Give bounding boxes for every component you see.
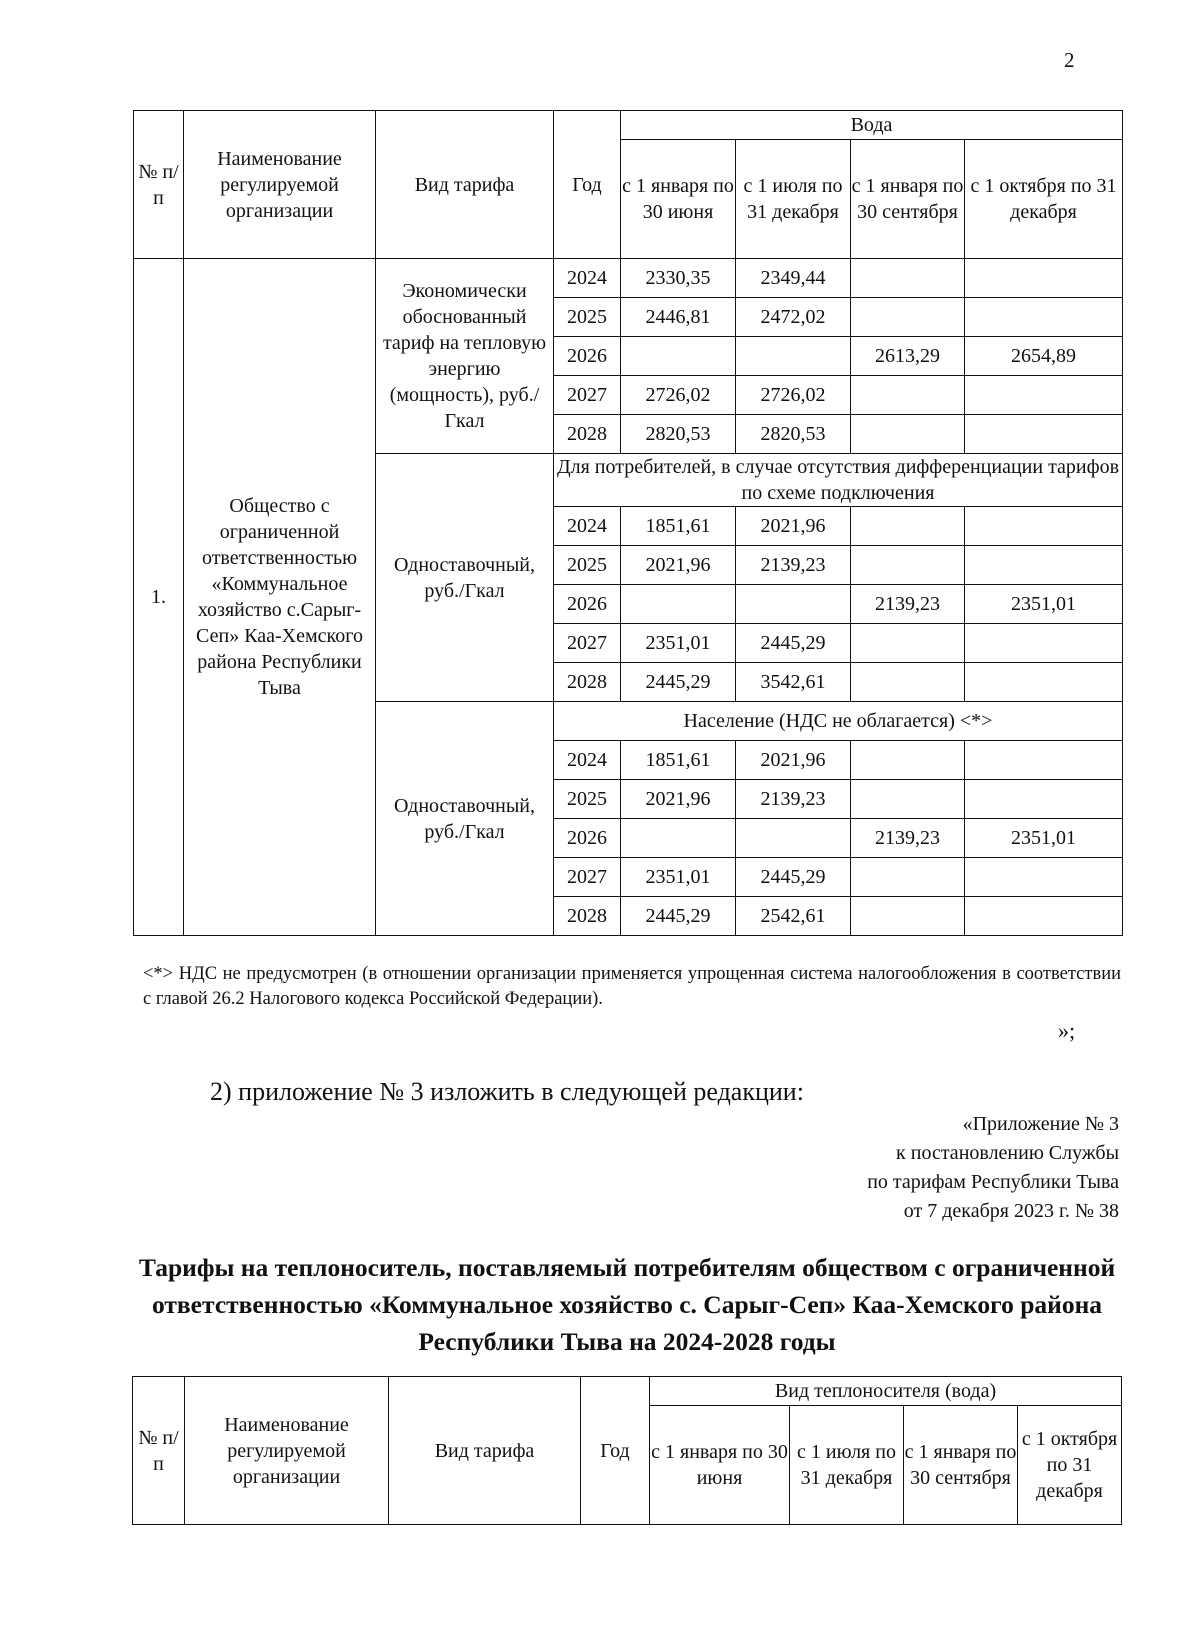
- year-cell: 2024: [554, 741, 621, 780]
- value-cell: 2472,02: [736, 298, 851, 337]
- value-cell: [851, 298, 965, 337]
- value-cell: 2445,29: [621, 897, 736, 936]
- value-cell: 2820,53: [736, 415, 851, 454]
- appendix-line-1: «Приложение № 3: [962, 1113, 1119, 1135]
- header-tariff-type: Вид тарифа: [376, 111, 554, 259]
- value-cell: [965, 298, 1123, 337]
- value-cell: [965, 741, 1123, 780]
- value-cell: [736, 819, 851, 858]
- year-cell: 2025: [554, 780, 621, 819]
- year-cell: 2027: [554, 858, 621, 897]
- value-cell: 2139,23: [851, 819, 965, 858]
- document-title: Тарифы на теплоноситель, поставляемый потребителям обществом с ограниченной ответственностью «Коммунальное хозяйство с. Сарыг-Сеп» Каа-Хемского района Республики Тыва на 2024-2028 годы: [138, 1253, 1116, 1356]
- appendix-line-2: к постановлению Службы: [896, 1142, 1119, 1164]
- section-consumers: Для потребителей, в случае отсутствия дифференциации тарифов по схеме подключения: [554, 454, 1123, 507]
- year-cell: 2025: [554, 298, 621, 337]
- appendix-line-4: от 7 декабря 2023 г. № 38: [903, 1200, 1119, 1222]
- value-cell: 2446,81: [621, 298, 736, 337]
- value-cell: [851, 780, 965, 819]
- value-cell: [965, 259, 1123, 298]
- tariff-table-heat-carrier: [132, 1376, 1122, 1525]
- value-cell: [965, 624, 1123, 663]
- value-cell: [965, 415, 1123, 454]
- value-cell: [851, 259, 965, 298]
- header-period-1: с 1 января по 30 июня: [650, 1406, 790, 1525]
- value-cell: [965, 897, 1123, 936]
- value-cell: 2139,23: [736, 780, 851, 819]
- header-group: Вода: [621, 111, 1123, 140]
- value-cell: [965, 858, 1123, 897]
- year-cell: 2025: [554, 546, 621, 585]
- header-year: Год: [554, 111, 621, 259]
- header-tariff-type: Вид тарифа: [389, 1377, 581, 1525]
- header-period-3: с 1 января по 30 сентября: [904, 1406, 1018, 1525]
- value-cell: 2021,96: [736, 507, 851, 546]
- header-period-4: с 1 октября по 31 декабря: [1018, 1406, 1122, 1525]
- header-year: Год: [581, 1377, 650, 1525]
- value-cell: [851, 415, 965, 454]
- value-cell: 2613,29: [851, 337, 965, 376]
- header-period-4: с 1 октября по 31 декабря: [965, 140, 1123, 259]
- header-period-1: с 1 января по 30 июня: [621, 140, 736, 259]
- footnote: <*> НДС не предусмотрен (в отношении организации применяется упрощенная система налогообложения в соответствии с главой 26.2 Налогового кодекса Российской Федерации).: [143, 964, 1121, 1009]
- appendix-reference: [867, 1110, 1119, 1226]
- value-cell: 2351,01: [621, 858, 736, 897]
- appendix-line-3: по тарифам Республики Тыва: [867, 1171, 1119, 1193]
- value-cell: 2351,01: [965, 819, 1123, 858]
- value-cell: 2726,02: [736, 376, 851, 415]
- value-cell: 2445,29: [736, 624, 851, 663]
- section-population: Население (НДС не облагается) <*>: [554, 702, 1123, 741]
- value-cell: [851, 376, 965, 415]
- organization-name: Общество с ограниченной ответственностью «Коммунальное хозяйство с.Сарыг-Сеп» Каа-Хемского района Республики Тыва: [184, 259, 376, 936]
- header-num: № п/п: [134, 111, 184, 259]
- value-cell: 2351,01: [965, 585, 1123, 624]
- value-cell: [621, 585, 736, 624]
- value-cell: 2021,96: [621, 546, 736, 585]
- value-cell: 2726,02: [621, 376, 736, 415]
- value-cell: 1851,61: [621, 741, 736, 780]
- tariff-table-water: [133, 110, 1123, 936]
- value-cell: 2139,23: [736, 546, 851, 585]
- value-cell: [851, 741, 965, 780]
- year-cell: 2028: [554, 415, 621, 454]
- value-cell: [965, 780, 1123, 819]
- page-number: 2: [1064, 48, 1075, 72]
- value-cell: [851, 546, 965, 585]
- year-cell: 2027: [554, 376, 621, 415]
- value-cell: [965, 546, 1123, 585]
- value-cell: 2445,29: [736, 858, 851, 897]
- value-cell: [621, 337, 736, 376]
- value-cell: 2351,01: [621, 624, 736, 663]
- tariff-type-single-rate-population: Одноставочный, руб./Гкал: [376, 702, 554, 936]
- closing-quote: »;: [1058, 1018, 1076, 1043]
- value-cell: 3542,61: [736, 663, 851, 702]
- year-cell: 2024: [554, 259, 621, 298]
- value-cell: [965, 507, 1123, 546]
- year-cell: 2026: [554, 585, 621, 624]
- value-cell: [965, 376, 1123, 415]
- year-cell: 2028: [554, 897, 621, 936]
- amendment-item-2: 2) приложение № 3 изложить в следующей редакции:: [210, 1077, 804, 1106]
- value-cell: 2021,96: [621, 780, 736, 819]
- year-cell: 2026: [554, 337, 621, 376]
- value-cell: [851, 858, 965, 897]
- value-cell: [736, 585, 851, 624]
- value-cell: 2654,89: [965, 337, 1123, 376]
- year-cell: 2027: [554, 624, 621, 663]
- header-group: Вид теплоносителя (вода): [650, 1377, 1122, 1406]
- value-cell: 2820,53: [621, 415, 736, 454]
- value-cell: 2330,35: [621, 259, 736, 298]
- value-cell: [851, 897, 965, 936]
- year-cell: 2024: [554, 507, 621, 546]
- year-cell: 2028: [554, 663, 621, 702]
- value-cell: [851, 507, 965, 546]
- tariff-type-single-rate: Одноставочный, руб./Гкал: [376, 454, 554, 702]
- value-cell: [851, 663, 965, 702]
- header-org: Наименование регулируемой организации: [185, 1377, 389, 1525]
- row-number: 1.: [134, 259, 184, 936]
- value-cell: [965, 663, 1123, 702]
- value-cell: 2445,29: [621, 663, 736, 702]
- value-cell: 2349,44: [736, 259, 851, 298]
- value-cell: [851, 624, 965, 663]
- value-cell: [736, 337, 851, 376]
- header-org: Наименование регулируемой организации: [184, 111, 376, 259]
- value-cell: 2139,23: [851, 585, 965, 624]
- value-cell: [621, 819, 736, 858]
- header-period-2: с 1 июля по 31 декабря: [790, 1406, 904, 1525]
- value-cell: 2542,61: [736, 897, 851, 936]
- header-period-3: с 1 января по 30 сентября: [851, 140, 965, 259]
- header-period-2: с 1 июля по 31 декабря: [736, 140, 851, 259]
- year-cell: 2026: [554, 819, 621, 858]
- value-cell: 1851,61: [621, 507, 736, 546]
- header-num: № п/п: [133, 1377, 185, 1525]
- value-cell: 2021,96: [736, 741, 851, 780]
- tariff-type-economic: Экономически обоснованный тариф на тепловую энергию (мощность), руб./Гкал: [376, 259, 554, 454]
